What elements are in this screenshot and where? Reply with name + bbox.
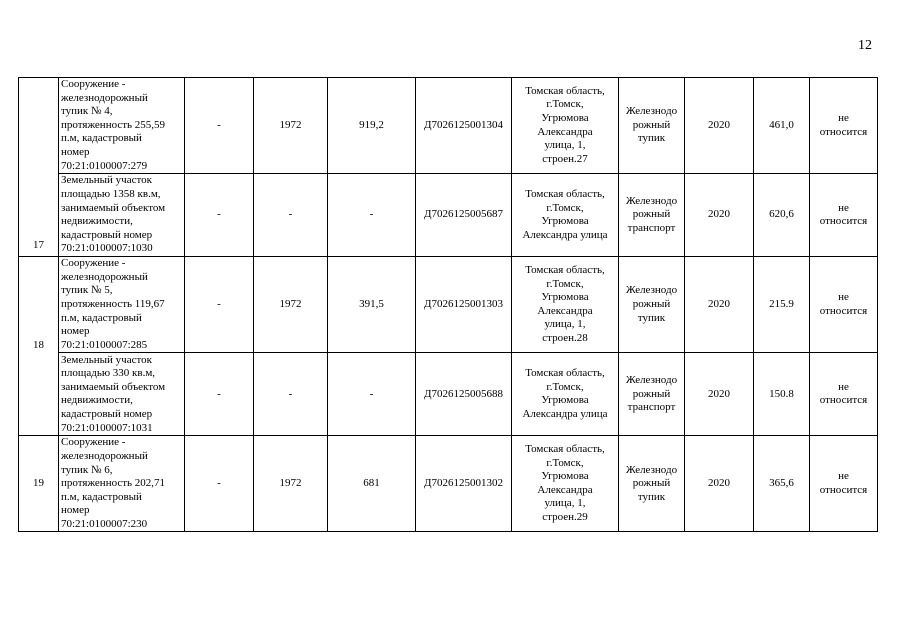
amount: 620,6 <box>754 174 810 257</box>
report-year: 2020 <box>685 174 754 257</box>
report-year: 2020 <box>685 353 754 436</box>
build-year: - <box>254 353 328 436</box>
object-name: Сооружение - железнодорожный тупик № 4, протяженность 255,59 п.м, кадастровый номер 70:21:0100007:279 <box>59 78 185 174</box>
amount: 365,6 <box>754 436 810 532</box>
build-year: 1972 <box>254 78 328 174</box>
object-value: 919,2 <box>328 78 416 174</box>
object-name: Земельный участок площадью 330 кв.м, занимаемый объектом недвижимости, кадастровый номер 70:21:0100007:1031 <box>59 353 185 436</box>
object-value: - <box>328 353 416 436</box>
cell-dash: - <box>185 353 254 436</box>
table-row <box>19 257 878 353</box>
build-year: 1972 <box>254 436 328 532</box>
address: Томская область, г.Томск, Угрюмова Александра улица, 1, строен.28 <box>512 257 619 353</box>
cell-dash: - <box>185 257 254 353</box>
object-type: Железнодо рожный тупик <box>619 436 685 532</box>
property-registry-table <box>18 77 878 532</box>
note: не относится <box>810 78 878 174</box>
amount: 215.9 <box>754 257 810 353</box>
cell-dash: - <box>185 174 254 257</box>
row-number: 18 <box>19 257 59 436</box>
table-row <box>19 174 878 257</box>
note: не относится <box>810 436 878 532</box>
amount: 150.8 <box>754 353 810 436</box>
note: не относится <box>810 257 878 353</box>
registry-code: Д7026125001303 <box>416 257 512 353</box>
registry-code: Д7026125001302 <box>416 436 512 532</box>
address: Томская область, г.Томск, Угрюмова Александра улица <box>512 174 619 257</box>
object-type: Железнодо рожный тупик <box>619 257 685 353</box>
registry-code: Д7026125005687 <box>416 174 512 257</box>
build-year: - <box>254 174 328 257</box>
object-value: 681 <box>328 436 416 532</box>
address: Томская область, г.Томск, Угрюмова Александра улица <box>512 353 619 436</box>
registry-code: Д7026125001304 <box>416 78 512 174</box>
table-row <box>19 436 878 532</box>
object-value: - <box>328 174 416 257</box>
amount: 461,0 <box>754 78 810 174</box>
table-row <box>19 353 878 436</box>
object-type: Железнодо рожный тупик <box>619 78 685 174</box>
cell-dash: - <box>185 436 254 532</box>
object-value: 391,5 <box>328 257 416 353</box>
row-number: 19 <box>19 436 59 532</box>
note: не относится <box>810 174 878 257</box>
row-number: 17 <box>19 78 59 257</box>
object-type: Железнодо рожный транспорт <box>619 353 685 436</box>
address: Томская область, г.Томск, Угрюмова Александра улица, 1, строен.29 <box>512 436 619 532</box>
object-type: Железнодо рожный транспорт <box>619 174 685 257</box>
build-year: 1972 <box>254 257 328 353</box>
registry-code: Д7026125005688 <box>416 353 512 436</box>
report-year: 2020 <box>685 436 754 532</box>
note: не относится <box>810 353 878 436</box>
report-year: 2020 <box>685 78 754 174</box>
address: Томская область, г.Томск, Угрюмова Александра улица, 1, строен.27 <box>512 78 619 174</box>
cell-dash: - <box>185 78 254 174</box>
object-name: Сооружение - железнодорожный тупик № 6, протяженность 202,71 п.м, кадастровый номер 70:21:0100007:230 <box>59 436 185 532</box>
object-name: Земельный участок площадью 1358 кв.м, занимаемый объектом недвижимости, кадастровый номер 70:21:0100007:1030 <box>59 174 185 257</box>
page-number: 12 <box>858 38 872 53</box>
object-name: Сооружение - железнодорожный тупик № 5, протяженность 119,67 п.м, кадастровый номер 70:21:0100007:285 <box>59 257 185 353</box>
table-row <box>19 78 878 174</box>
report-year: 2020 <box>685 257 754 353</box>
